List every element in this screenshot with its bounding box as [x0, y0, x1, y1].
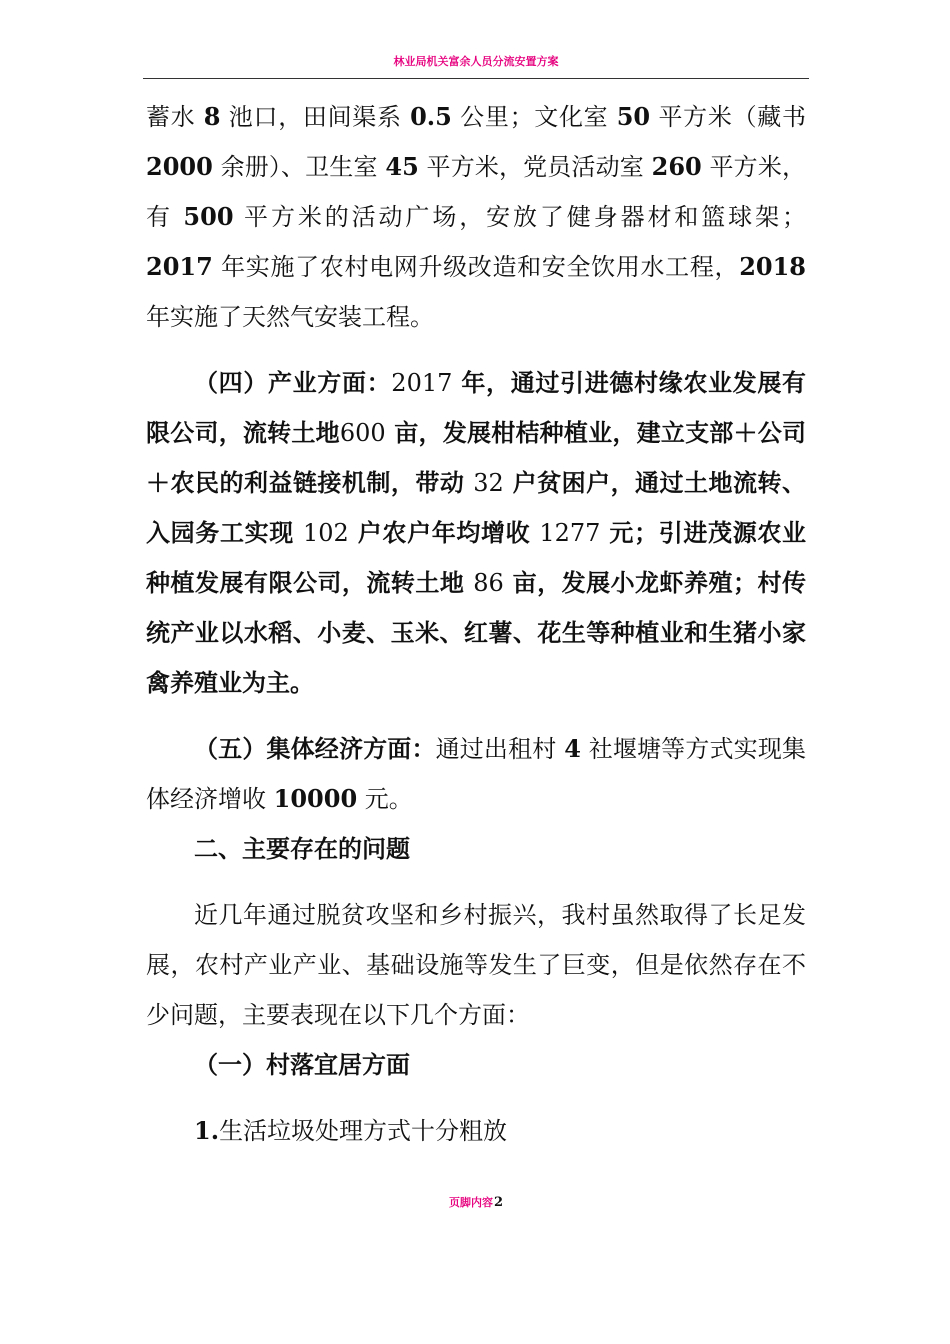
numeric-value: 260 [651, 152, 702, 181]
text-run: 平方米，党员活动室 [418, 153, 652, 181]
footer-label: 页脚内容 [448, 1196, 493, 1209]
numeric-value: 年，通过引进德村缘农业发展有限公司，流转土地 [146, 368, 806, 447]
document-body [146, 92, 806, 1156]
numeric-value: 500 [183, 202, 234, 231]
text-run: 600 [339, 419, 386, 447]
numeric-value: 户农户年均增收 [348, 518, 540, 547]
industry-heading: （四）产业方面： [194, 368, 392, 397]
page-header: 林业局机关富余人员分流安置方案 [393, 55, 559, 68]
paragraph-infrastructure [146, 92, 806, 342]
text-run: 年实施了天然气安装工程。 [146, 303, 434, 331]
numeric-value: 4 [564, 734, 581, 763]
numeric-value: 50 [616, 102, 651, 131]
text-run: 平方米，有 [146, 153, 806, 231]
list-item-garbage [146, 1106, 806, 1156]
text-run: 公里；文化室 [451, 103, 617, 131]
text-run: 2017 [391, 369, 453, 397]
page-footer [143, 1194, 809, 1210]
list-item-number: 1. [194, 1116, 220, 1145]
text-run: 社堰塘等方式实现集体经济增收 [146, 735, 806, 813]
text-run: 86 [473, 569, 504, 597]
text-run: 池口，田间渠系 [220, 103, 411, 131]
numeric-value: 亩，发展柑桔种植业，建立支部＋公司＋农民的利益链接机制，带动 [146, 418, 807, 497]
numeric-value: 0.5 [410, 102, 452, 131]
text-run: 32 [473, 469, 504, 497]
numeric-value: 2017 [146, 252, 213, 281]
subsection-heading-livability: （一）村落宜居方面 [194, 1050, 410, 1079]
text-run: 余册）、卫生室 [212, 153, 386, 181]
numeric-value: 45 [385, 152, 419, 181]
text-run: 1277 [539, 519, 601, 547]
page-number: 2 [493, 1195, 504, 1210]
paragraph-collective-economy [146, 724, 806, 824]
text-run: 平方米的活动广场，安放了健身器材和篮球架； [233, 203, 806, 231]
section-heading-problems: 二、主要存在的问题 [194, 834, 410, 863]
text-run: 通过出租村 [435, 735, 565, 763]
list-item-text: 生活垃圾处理方式十分粗放 [219, 1117, 508, 1145]
numeric-value: 户贫困户，通过土地流转、入园务工实现 [146, 468, 806, 547]
header-divider [143, 78, 809, 79]
numeric-value: 2018 [739, 252, 806, 281]
paragraph-industry [146, 358, 806, 708]
text-run: 102 [302, 519, 349, 547]
text-run: 平方米（藏书 [650, 103, 806, 131]
numeric-value: 亩，发展小龙虾养殖；村传统产业以水稻、小麦、玉米、红薯、花生等种植业和生猪小家禽养殖业为主。 [146, 568, 806, 697]
numeric-value: 2000 [146, 152, 213, 181]
industry-text [146, 369, 806, 697]
collective-economy-heading: （五）集体经济方面： [194, 734, 436, 763]
numeric-value: 元；引进茂源农业种植发展有限公司，流转土地 [146, 518, 807, 597]
numeric-value: 10000 [273, 784, 358, 813]
text-run: 年实施了农村电网升级改造和安全饮用水工程， [212, 253, 740, 281]
text-run: 元。 [357, 785, 413, 813]
numeric-value: 8 [203, 102, 221, 131]
text-run: 蓄水 [146, 103, 204, 131]
paragraph-problems-intro: 近几年通过脱贫攻坚和乡村振兴，我村虽然取得了长足发展，农村产业产业、基础设施等发生了巨变，但是依然存在不少问题，主要表现在以下几个方面： [146, 901, 806, 1029]
